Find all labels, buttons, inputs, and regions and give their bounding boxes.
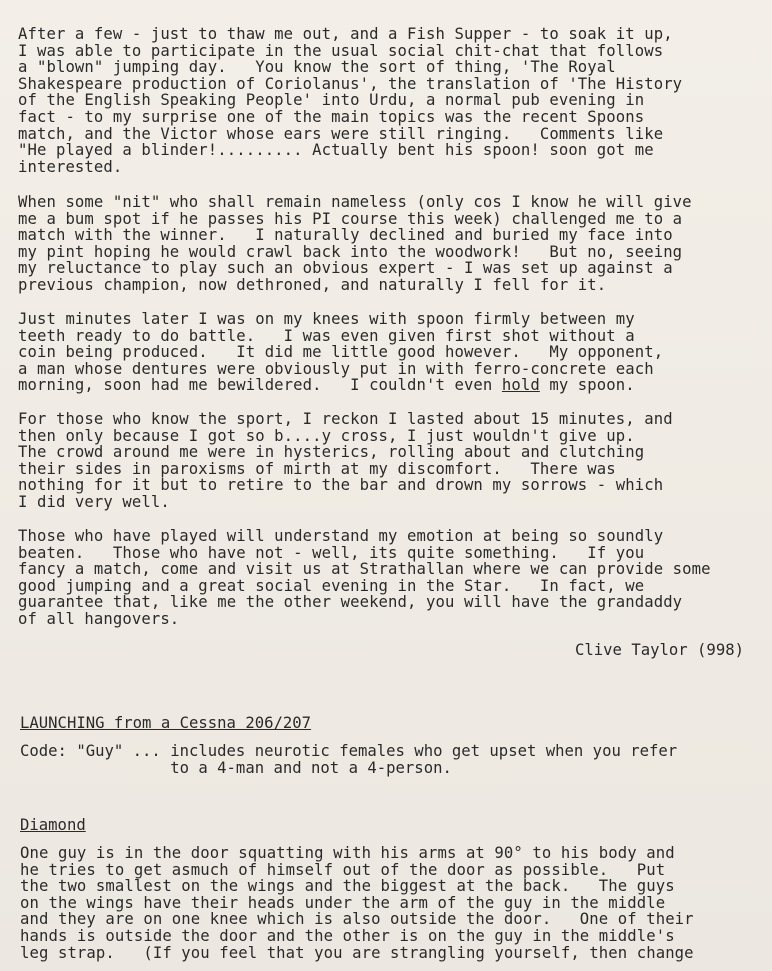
paragraph-lasted-15-minutes: For those who know the sport, I reckon I lasted about 15 minutes, and then only because I got so b....y cross, I just wouldn't give up. The crowd around me were in hysterics, rolling about and clutching their sides in paroxisms of mirth at my discomfort. There was nothing for it but to retire to the bar and drown my sorrows - which I did very well.: [18, 410, 673, 511]
paragraph-visit-strathallan: Those who have played will understand my emotion at being so soundly beaten. Those who have not - well, its quite something. If you fancy a match, come and visit us at Strathallan where we can provide some good jumping and a great social evening in the Star. In fact, we guarantee that, like me the other weekend, you will have the grandaddy of all hangovers.: [18, 527, 711, 628]
paragraph-on-my-knees-end: my spoon.: [539, 376, 635, 395]
paragraph-on-my-knees-text: Just minutes later I was on my knees with spoon firmly between my teeth ready to do battle. I was even given first shot without a coin being produced. It did me little good however. My opponent, a man whose dentures were obviously put in with ferro-concrete each morning, soon had me bewildered. I couldn't even: [18, 310, 664, 395]
underlined-hold: hold: [501, 376, 540, 395]
author-signature: Clive Taylor (998): [575, 641, 744, 659]
section-heading-diamond: Diamond: [20, 816, 86, 834]
section-heading-launching: LAUNCHING from a Cessna 206/207: [20, 714, 312, 732]
paragraph-fish-supper: After a few - just to thaw me out, and a Fish Supper - to soak it up, I was able to participate in the usual social chit-chat that follows a "blown" jumping day. You know the sort of thing, 'The Royal Shakespeare production of Coriolanus', the translation of 'The History of the English Speaking People' into Urdu, a normal pub evening in fact - to my surprise one of the main topics was the recent Spoons match, and the Victor whose ears were still ringing. Comments like "He played a blinder!......... Actually bent his spoon! soon got me interested.: [18, 25, 683, 176]
paragraph-on-my-knees: [18, 311, 663, 394]
paragraph-diamond-instructions: One guy is in the door squatting with his arms at 90° to his body and he tries to get asmuch of himself out of the door as possible. Put the two smallest on the wings and the biggest at the back. The guys on the wings have their heads under the arm of the guy in the middle and they are on one knee which is also outside the door. One of their hands is outside the door and the other is on the guy in the middle's leg strap. (If you feel that you are strangling yourself, then change: [20, 844, 694, 962]
code-guy-definition: Code: "Guy" ... includes neurotic females who get upset when you refer to a 4-man and not a 4-person.: [20, 742, 678, 777]
paragraph-spoons-challenge: When some "nit" who shall remain nameless (only cos I know he will give me a bum spot if he passes his PI course this week) challenged me to a match with the winner. I naturally declined and buried my face into my pint hoping he would crawl back into the woodwork! But no, seeing my reluctance to play such an obvious expert - I was set up against a previous champion, now dethroned, and naturally I fell for it.: [18, 193, 692, 294]
